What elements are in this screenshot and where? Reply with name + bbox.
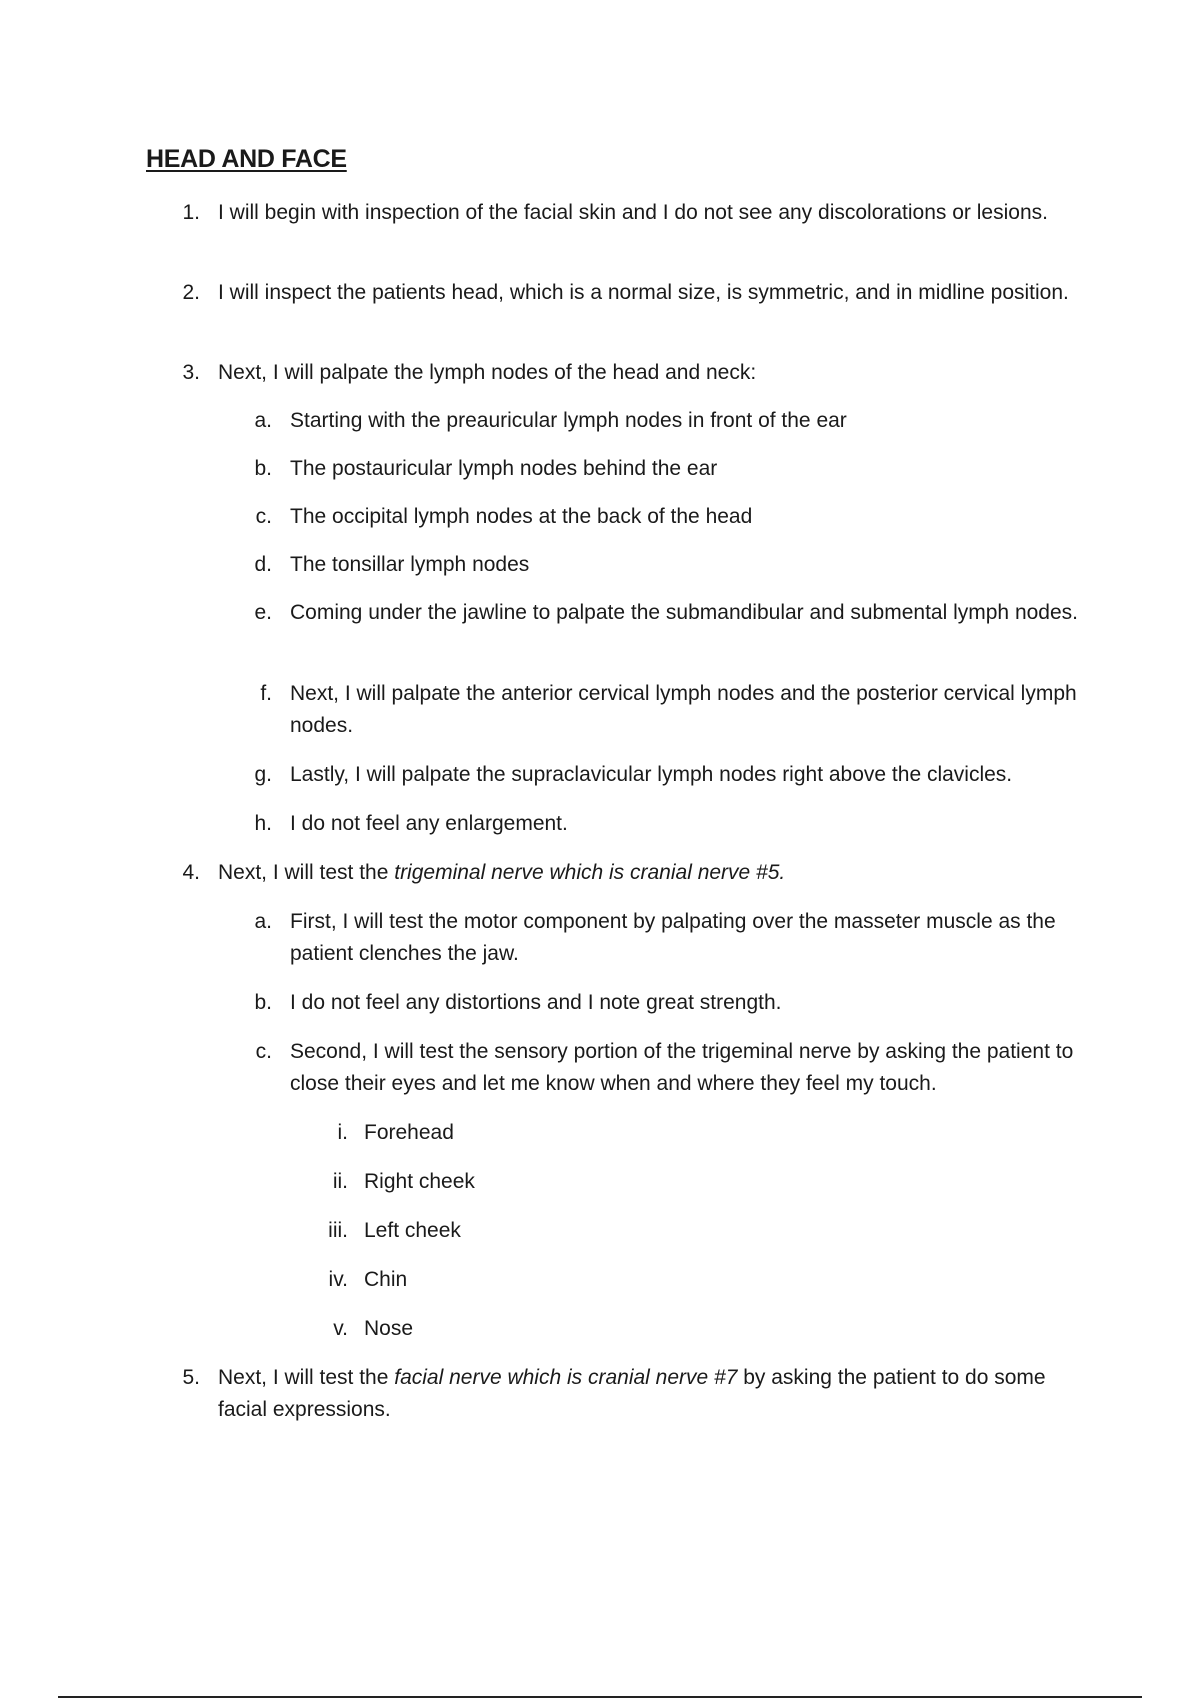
list-number: 3. [182, 361, 200, 384]
list-number: f. [260, 682, 272, 705]
list-text: The occipital lymph nodes at the back of the head [290, 505, 753, 528]
list-text: Next, I will palpate the lymph nodes of the head and neck: [218, 361, 757, 384]
list-number: c. [255, 505, 272, 528]
list-number: b. [254, 991, 272, 1014]
list-text: I will inspect the patients head, which is a normal size, is symmetric, and in midline position. [218, 281, 1069, 304]
list-text [218, 857, 1078, 889]
list-text: Next, I will palpate the anterior cervical lymph nodes and the posterior cervical lymph nodes. [290, 682, 1077, 737]
list-number: ii. [332, 1170, 348, 1193]
page-bottom-rule [58, 1696, 1142, 1698]
list-number: h. [254, 812, 272, 835]
text-plain-after: by asking the patient to do some facial expressions. [218, 1366, 1046, 1421]
list-number: a. [254, 910, 272, 933]
list-text: Coming under the jawline to palpate the submandibular and submental lymph nodes. [290, 601, 1078, 624]
list-number: i. [337, 1121, 348, 1144]
list-text: Second, I will test the sensory portion of the trigeminal nerve by asking the patient to close their eyes and let me know when and where they feel my touch. [290, 1040, 1074, 1095]
page-title: HEAD AND FACE [146, 145, 347, 173]
list-text: Forehead [364, 1121, 454, 1144]
text-plain: Next, I will test the [218, 1366, 395, 1389]
list-number: d. [254, 553, 272, 576]
list-text: I will begin with inspection of the facial skin and I do not see any discolorations or lesions. [218, 201, 1048, 224]
list-number: a. [254, 409, 272, 432]
list-text [218, 1362, 1078, 1426]
list-number: g. [254, 763, 272, 786]
list-number: v. [333, 1317, 348, 1340]
list-number: 5. [182, 1366, 200, 1389]
list-number: 4. [182, 861, 200, 884]
list-number: iii. [328, 1219, 348, 1242]
text-italic: trigeminal nerve which is cranial nerve #5. [394, 861, 786, 884]
list-number: b. [254, 457, 272, 480]
text-plain: Next, I will test the [218, 861, 395, 884]
list-number: 1. [182, 201, 200, 224]
list-text: I do not feel any distortions and I note great strength. [290, 991, 782, 1014]
list-text: The postauricular lymph nodes behind the ear [290, 457, 718, 480]
list-text: The tonsillar lymph nodes [290, 553, 530, 576]
text-italic: facial nerve which is cranial nerve #7 [394, 1366, 738, 1389]
list-number: e. [254, 601, 272, 624]
list-number: c. [255, 1040, 272, 1063]
list-number: 2. [182, 281, 200, 304]
list-text: Left cheek [364, 1219, 461, 1242]
list-text: I do not feel any enlargement. [290, 812, 568, 835]
list-text: Lastly, I will palpate the supraclavicular lymph nodes right above the clavicles. [290, 763, 1013, 786]
list-number: iv. [328, 1268, 348, 1291]
list-text: Chin [364, 1268, 408, 1291]
list-text: Starting with the preauricular lymph nodes in front of the ear [290, 409, 847, 432]
list-text: Nose [364, 1317, 414, 1340]
list-text: Right cheek [364, 1170, 475, 1193]
list-text: First, I will test the motor component by palpating over the masseter muscle as the patient clenches the jaw. [290, 910, 1056, 965]
